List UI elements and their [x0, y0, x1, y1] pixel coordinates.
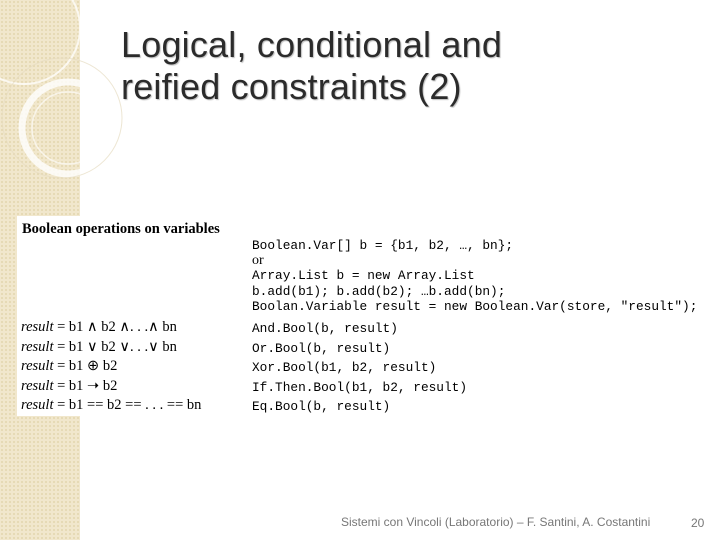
expression-equals: result = b1 == b2 == . . . == bn — [21, 397, 202, 413]
api-if-then-bool: If.Then.Bool(b1, b2, result) — [252, 379, 468, 395]
slide-footer: Sistemi con Vincoli (Laboratorio) – F. Santini, A. Costantini — [341, 515, 651, 529]
api-xor-bool: Xor.Bool(b1, b2, result) — [252, 360, 437, 375]
slide-title-line-1: Logical, conditional and — [121, 24, 503, 65]
expression-column — [21, 318, 201, 416]
expression-xor: result = b1 ⊕ b2 — [21, 358, 118, 374]
declaration-code — [252, 238, 697, 314]
page-number: 20 — [691, 516, 705, 530]
table-heading: Boolean operations on variables — [22, 221, 220, 237]
api-eq-bool: Eq.Bool(b, result) — [252, 399, 391, 414]
slide-title-line-2: reified constraints (2) — [121, 66, 462, 107]
declaration-line: b.add(b1); b.add(b2); …b.add(bn); — [252, 283, 506, 299]
expression-and: result = b1 ∧ b2 ∧. . .∧ bn — [21, 319, 177, 335]
declaration-line: Boolean.Var[] b = {b1, b2, …, bn}; — [252, 238, 514, 253]
expression-implies: result = b1 ➝ b2 — [21, 377, 118, 394]
declaration-or: or — [252, 253, 264, 269]
api-and-bool: And.Bool(b, result) — [252, 321, 398, 336]
expression-or: result = b1 ∨ b2 ∨. . .∨ bn — [21, 338, 177, 355]
slide-title — [121, 24, 502, 108]
declaration-line: Boolan.Variable result = new Boolean.Var(store, "result"); — [252, 298, 698, 314]
declaration-line: Array.List b = new Array.List — [252, 268, 475, 284]
api-or-bool: Or.Bool(b, result) — [252, 340, 391, 356]
api-column — [252, 319, 467, 417]
